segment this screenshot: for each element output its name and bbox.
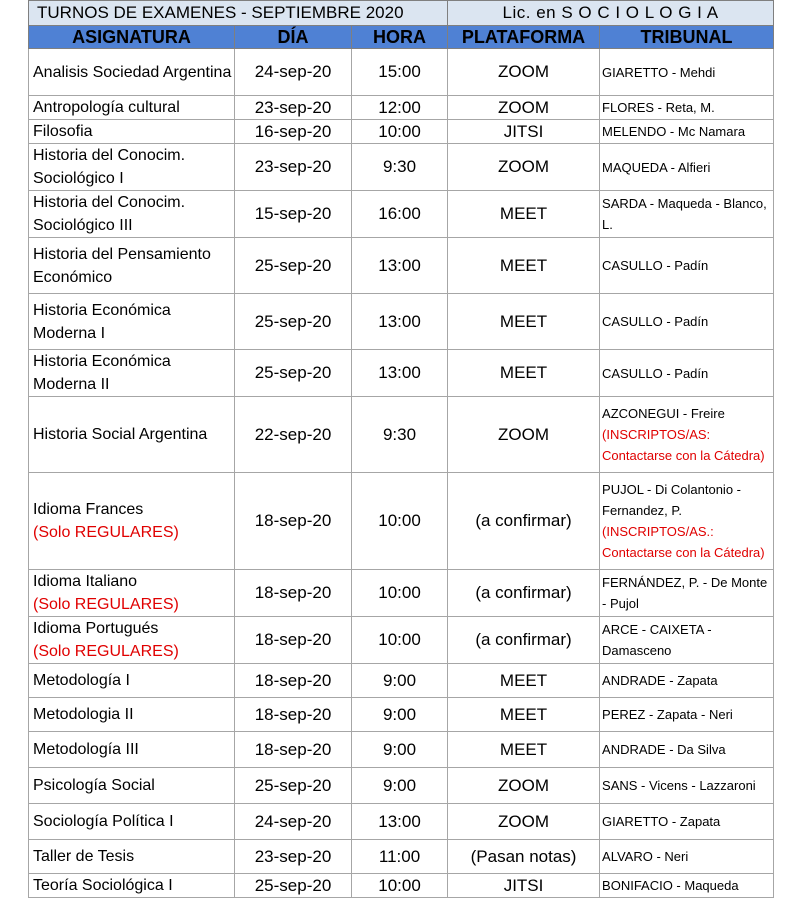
tribunal-names: ANDRADE - Zapata <box>602 673 718 688</box>
subject-cell <box>29 698 235 732</box>
time-cell: 15:00 <box>352 49 448 96</box>
time-cell: 13:00 <box>352 238 448 294</box>
subject-name: Historia del Conocim. Sociológico III <box>33 194 186 234</box>
table-row <box>29 191 774 238</box>
exam-schedule-sheet <box>28 0 773 898</box>
table-row <box>29 804 774 840</box>
platform-cell: ZOOM <box>448 96 600 120</box>
platform-cell: ZOOM <box>448 397 600 473</box>
tribunal-names: CASULLO - Padín <box>602 314 709 329</box>
subject-cell <box>29 191 235 238</box>
tribunal-cell <box>600 144 774 191</box>
time-cell: 16:00 <box>352 191 448 238</box>
time-cell: 10:00 <box>352 570 448 617</box>
platform-cell: JITSI <box>448 120 600 144</box>
tribunal-names: MELENDO - Mc Namara <box>602 124 746 139</box>
subject-cell <box>29 238 235 294</box>
table-row <box>29 294 774 350</box>
tribunal-names: SANS - Vicens - Lazzaroni <box>602 778 756 793</box>
subject-cell <box>29 473 235 570</box>
day-cell: 25-sep-20 <box>235 350 352 397</box>
tribunal-names: GIARETTO - Mehdi <box>602 64 716 80</box>
tribunal-cell <box>600 397 774 473</box>
tribunal-cell <box>600 473 774 570</box>
table-row <box>29 144 774 191</box>
time-cell: 9:00 <box>352 732 448 768</box>
table-row <box>29 96 774 120</box>
tribunal-names: MAQUEDA - Alfieri <box>602 159 711 175</box>
day-cell: 22-sep-20 <box>235 397 352 473</box>
tribunal-cell <box>600 570 774 617</box>
subject-name: Sociología Política I <box>33 813 174 830</box>
table-row <box>29 570 774 617</box>
table-row <box>29 397 774 473</box>
day-cell: 23-sep-20 <box>235 96 352 120</box>
day-cell: 25-sep-20 <box>235 768 352 804</box>
time-cell: 9:00 <box>352 698 448 732</box>
platform-cell: (a confirmar) <box>448 570 600 617</box>
tribunal-cell <box>600 804 774 840</box>
tribunal-cell <box>600 294 774 350</box>
subject-cell <box>29 49 235 96</box>
platform-cell: MEET <box>448 664 600 698</box>
time-cell: 13:00 <box>352 294 448 350</box>
subject-note: (Solo REGULARES) <box>33 596 179 613</box>
subject-name: Historia Económica Moderna II <box>33 353 171 393</box>
subject-name: Metodología I <box>33 672 130 689</box>
header-subject: ASIGNATURA <box>29 26 235 49</box>
subject-name: Psicología Social <box>33 777 155 794</box>
subject-cell <box>29 664 235 698</box>
platform-cell: MEET <box>448 732 600 768</box>
subject-cell <box>29 617 235 664</box>
subject-cell <box>29 397 235 473</box>
title-row <box>29 1 774 26</box>
table-body <box>29 49 774 898</box>
tribunal-names: PEREZ - Zapata - Neri <box>602 707 733 722</box>
tribunal-names: BONIFACIO - Maqueda <box>602 878 739 893</box>
table-row <box>29 698 774 732</box>
subject-name: Metodología III <box>33 741 139 758</box>
day-cell: 18-sep-20 <box>235 698 352 732</box>
subject-name: Analisis Sociedad Argentina <box>33 63 232 81</box>
time-cell: 10:00 <box>352 617 448 664</box>
tribunal-cell <box>600 120 774 144</box>
platform-cell: MEET <box>448 238 600 294</box>
time-cell: 10:00 <box>352 874 448 898</box>
day-cell: 24-sep-20 <box>235 804 352 840</box>
subject-cell <box>29 120 235 144</box>
tribunal-note: (INSCRIPTOS/AS: Contactarse con la Cátedra) <box>602 427 765 463</box>
platform-cell: ZOOM <box>448 144 600 191</box>
day-cell: 16-sep-20 <box>235 120 352 144</box>
platform-cell: ZOOM <box>448 768 600 804</box>
day-cell: 15-sep-20 <box>235 191 352 238</box>
day-cell: 18-sep-20 <box>235 617 352 664</box>
tribunal-names: ARCE - CAIXETA - Damasceno <box>602 622 712 658</box>
header-day: DÍA <box>235 26 352 49</box>
header-platform: PLATAFORMA <box>448 26 600 49</box>
subject-cell <box>29 768 235 804</box>
time-cell: 10:00 <box>352 473 448 570</box>
subject-cell <box>29 570 235 617</box>
exam-schedule-table <box>28 0 774 898</box>
subject-name: Idioma Frances <box>33 501 144 518</box>
table-row <box>29 768 774 804</box>
day-cell: 25-sep-20 <box>235 874 352 898</box>
day-cell: 23-sep-20 <box>235 840 352 874</box>
table-row <box>29 49 774 96</box>
subject-name: Metodologia II <box>33 706 134 723</box>
subject-name: Filosofia <box>33 123 93 140</box>
tribunal-names: PUJOL - Di Colantonio - Fernandez, P. <box>602 482 741 518</box>
tribunal-names: ANDRADE - Da Silva <box>602 742 726 757</box>
tribunal-cell <box>600 840 774 874</box>
time-cell: 11:00 <box>352 840 448 874</box>
tribunal-names: FERNÁNDEZ, P. - De Monte - Pujol <box>602 575 768 611</box>
platform-cell: MEET <box>448 698 600 732</box>
subject-note: (Solo REGULARES) <box>33 524 179 541</box>
subject-cell <box>29 96 235 120</box>
subject-name: Teoría Sociológica I <box>33 877 173 894</box>
tribunal-cell <box>600 238 774 294</box>
day-cell: 23-sep-20 <box>235 144 352 191</box>
subject-name: Historia Social Argentina <box>33 426 208 443</box>
day-cell: 18-sep-20 <box>235 664 352 698</box>
career-title: Lic. en S O C I O L O G I A <box>448 1 774 26</box>
time-cell: 12:00 <box>352 96 448 120</box>
platform-cell: MEET <box>448 294 600 350</box>
tribunal-cell <box>600 191 774 238</box>
tribunal-note: (INSCRIPTOS/AS.: Contactarse con la Cátedra) <box>602 524 765 560</box>
table-row <box>29 617 774 664</box>
tribunal-cell <box>600 96 774 120</box>
day-cell: 18-sep-20 <box>235 473 352 570</box>
day-cell: 24-sep-20 <box>235 49 352 96</box>
day-cell: 18-sep-20 <box>235 732 352 768</box>
table-row <box>29 473 774 570</box>
subject-note: (Solo REGULARES) <box>33 643 179 660</box>
subject-cell <box>29 840 235 874</box>
time-cell: 9:00 <box>352 664 448 698</box>
table-row <box>29 732 774 768</box>
header-tribunal: TRIBUNAL <box>600 26 774 49</box>
tribunal-names: AZCONEGUI - Freire <box>602 406 725 421</box>
time-cell: 13:00 <box>352 350 448 397</box>
platform-cell: (Pasan notas) <box>448 840 600 874</box>
day-cell: 18-sep-20 <box>235 570 352 617</box>
subject-cell <box>29 732 235 768</box>
subject-cell <box>29 804 235 840</box>
tribunal-cell <box>600 698 774 732</box>
table-row <box>29 840 774 874</box>
time-cell: 9:00 <box>352 768 448 804</box>
table-row <box>29 238 774 294</box>
day-cell: 25-sep-20 <box>235 294 352 350</box>
subject-cell <box>29 294 235 350</box>
schedule-title: TURNOS DE EXAMENES - SEPTIEMBRE 2020 <box>29 1 448 26</box>
header-time: HORA <box>352 26 448 49</box>
time-cell: 10:00 <box>352 120 448 144</box>
platform-cell: MEET <box>448 191 600 238</box>
platform-cell: JITSI <box>448 874 600 898</box>
platform-cell: (a confirmar) <box>448 617 600 664</box>
platform-cell: ZOOM <box>448 49 600 96</box>
subject-name: Antropología cultural <box>33 99 180 116</box>
platform-cell: MEET <box>448 350 600 397</box>
time-cell: 9:30 <box>352 397 448 473</box>
subject-cell <box>29 144 235 191</box>
tribunal-names: SARDA - Maqueda - Blanco, L. <box>602 196 767 232</box>
subject-name: Taller de Tesis <box>33 848 135 865</box>
tribunal-names: CASULLO - Padín <box>602 258 709 273</box>
time-cell: 9:30 <box>352 144 448 191</box>
subject-name: Idioma Portugués <box>33 620 159 637</box>
tribunal-cell <box>600 350 774 397</box>
subject-name: Historia Económica Moderna I <box>33 301 171 342</box>
subject-name: Idioma Italiano <box>33 573 138 590</box>
tribunal-names: ALVARO - Neri <box>602 849 689 864</box>
tribunal-names: GIARETTO - Zapata <box>602 814 721 829</box>
table-row <box>29 664 774 698</box>
platform-cell: (a confirmar) <box>448 473 600 570</box>
tribunal-cell <box>600 664 774 698</box>
subject-name: Historia del Conocim. Sociológico I <box>33 147 186 187</box>
day-cell: 25-sep-20 <box>235 238 352 294</box>
tribunal-cell <box>600 617 774 664</box>
tribunal-cell <box>600 49 774 96</box>
tribunal-cell <box>600 732 774 768</box>
column-header-row <box>29 26 774 49</box>
table-row <box>29 120 774 144</box>
time-cell: 13:00 <box>352 804 448 840</box>
platform-cell: ZOOM <box>448 804 600 840</box>
tribunal-names: FLORES - Reta, M. <box>602 100 715 115</box>
tribunal-names: CASULLO - Padín <box>602 365 709 381</box>
tribunal-cell <box>600 768 774 804</box>
table-row <box>29 350 774 397</box>
subject-cell <box>29 350 235 397</box>
subject-name: Historia del Pensamiento Económico <box>33 245 211 286</box>
